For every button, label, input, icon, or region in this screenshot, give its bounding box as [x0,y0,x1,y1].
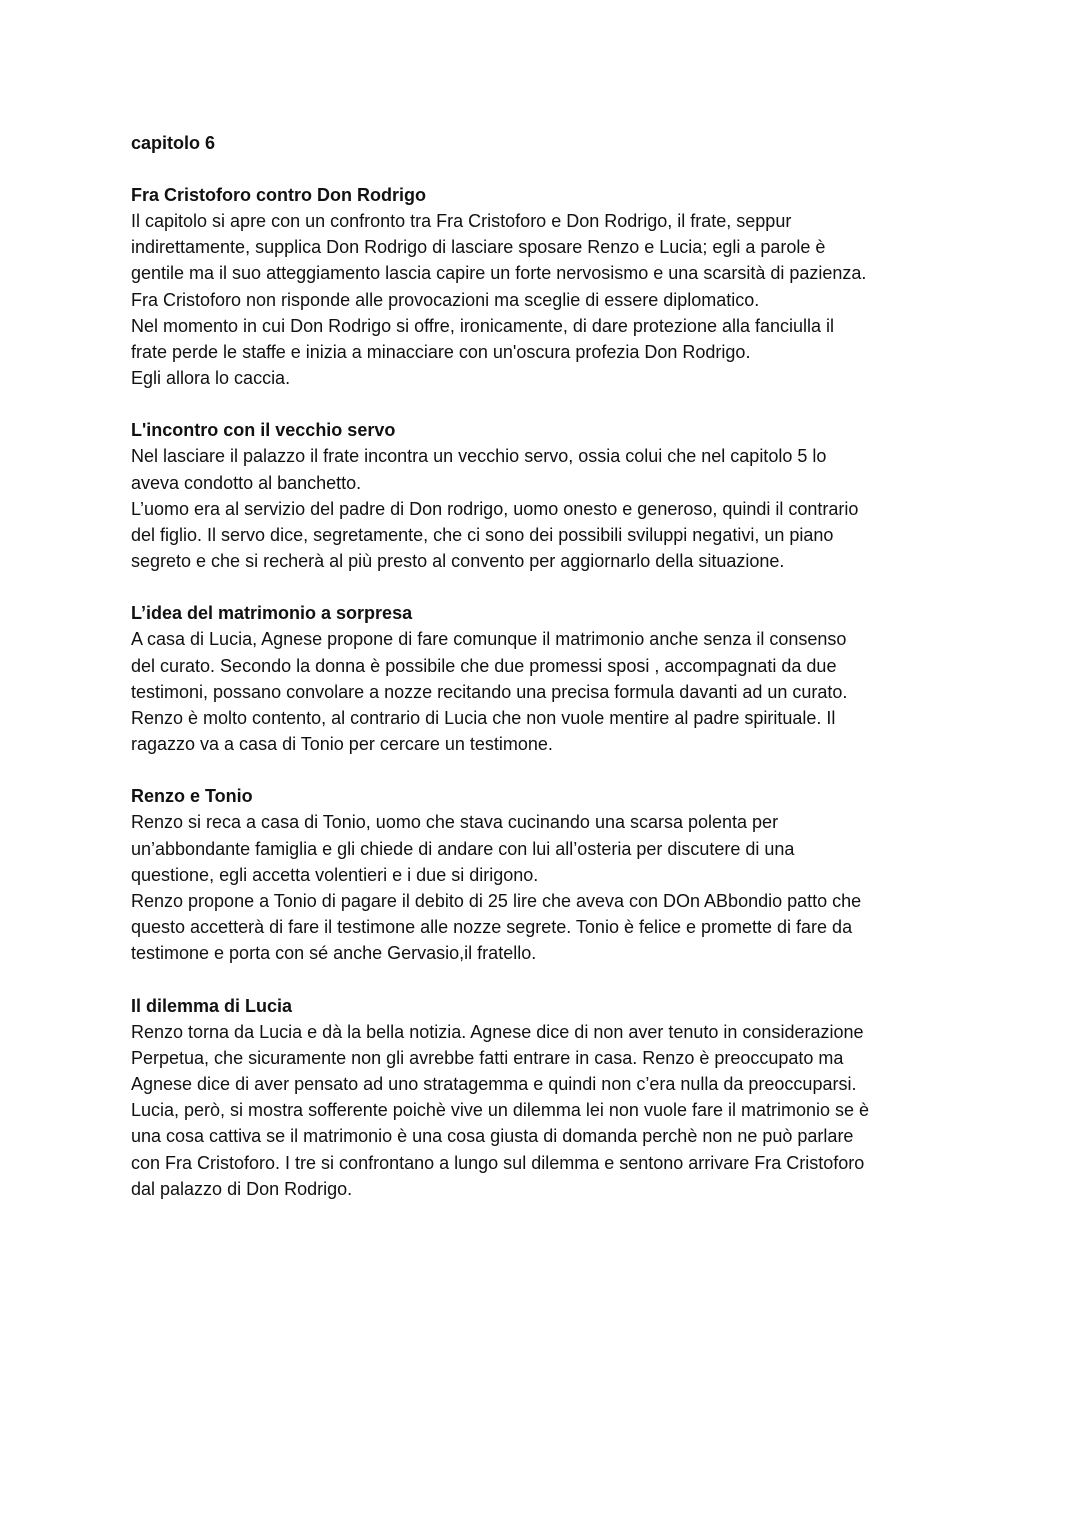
paragraph-line: con Fra Cristoforo. I tre si confrontano a lungo sul dilemma e sentono arrivare Fra Cristoforo [131,1152,865,1173]
paragraph-line: Nel lasciare il palazzo il frate incontra un vecchio servo, ossia colui che nel capitolo 5 lo [131,446,827,467]
paragraph-line: dal palazzo di Don Rodrigo. [131,1178,353,1199]
paragraph-line: indirettamente, supplica Don Rodrigo di lasciare sposare Renzo e Lucia; egli a parole è [131,237,826,258]
paragraph-line: gentile ma il suo atteggiamento lascia capire un forte nervosismo e una scarsità di pazienza. [131,263,867,284]
paragraph-line: un’abbondante famiglia e gli chiede di andare con lui all’osteria per discutere di una [131,838,795,859]
paragraph-line: una cosa cattiva se il matrimonio è una cosa giusta di domanda perchè non ne può parlare [131,1126,854,1147]
section-heading: Fra Cristoforo contro Don Rodrigo [131,185,426,205]
paragraph-line: L’uomo era al servizio del padre di Don rodrigo, uomo onesto e generoso, quindi il contrario [131,498,859,519]
paragraph-line: Fra Cristoforo non risponde alle provocazioni ma sceglie di essere diplomatico. [131,289,760,310]
section-dilemma-lucia [131,993,961,1202]
paragraph-line: Renzo è molto contento, al contrario di Lucia che non vuole mentire al padre spirituale. Il [131,708,836,729]
paragraph-line: Renzo propone a Tonio di pagare il debito di 25 lire che aveva con DOn ABbondio patto che [131,891,862,912]
section-renzo-tonio [131,783,961,966]
section-heading: L’idea del matrimonio a sorpresa [131,603,413,624]
paragraph-line: Renzo si reca a casa di Tonio, uomo che stava cucinando una scarsa polenta per [131,812,779,833]
section-heading: L'incontro con il vecchio servo [131,420,396,441]
section-heading: Il dilemma di Lucia [131,995,293,1016]
document-page [131,130,961,1228]
paragraph-line: Egli allora lo caccia. [131,368,291,389]
paragraph-line: questo accetterà di fare il testimone alle nozze segrete. Tonio è felice e promette di fare da [131,917,853,938]
paragraph-line: Perpetua, che sicuramente non gli avrebbe fatti entrare in casa. Renzo è preoccupato ma [131,1047,844,1068]
paragraph-line: ragazzo va a casa di Tonio per cercare un testimone. [131,734,553,755]
paragraph-line: A casa di Lucia, Agnese propone di fare comunque il matrimonio anche senza il consenso [131,629,847,650]
paragraph-line: questione, egli accetta volentieri e i due si dirigono. [131,864,539,885]
paragraph-line: frate perde le staffe e inizia a minacciare con un'oscura profezia Don Rodrigo. [131,342,751,363]
paragraph-line: testimoni, possano convolare a nozze recitando una precisa formula davanti ad un curato. [131,681,848,702]
paragraph-line: Renzo torna da Lucia e dà la bella notizia. Agnese dice di non aver tenuto in considerazione [131,1021,864,1042]
section-vecchio-servo [131,417,961,574]
paragraph-line: Agnese dice di aver pensato ad uno stratagemma e quindi non c’era nulla da preoccuparsi. [131,1074,857,1095]
section-heading: Renzo e Tonio [131,786,253,807]
paragraph-line: Il capitolo si apre con un confronto tra Fra Cristoforo e Don Rodrigo, il frate, seppur [131,211,792,231]
paragraph-line: aveva condotto al banchetto. [131,472,362,493]
paragraph-line: segreto e che si recherà al più presto al convento per aggiornarlo della situazione. [131,551,785,572]
paragraph-line: del curato. Secondo la donna è possibile che due promessi sposi , accompagnati da due [131,655,837,676]
section-matrimonio-sorpresa [131,600,961,757]
paragraph-line: del figlio. Il servo dice, segretamente, che ci sono dei possibili sviluppi negativi, un piano [131,525,834,546]
paragraph-line: testimone e porta con sé anche Gervasio,il fratello. [131,943,537,964]
section-fra-cristoforo [131,182,961,391]
paragraph-line: Nel momento in cui Don Rodrigo si offre, ironicamente, di dare protezione alla fanciulla il [131,315,835,336]
paragraph-line: Lucia, però, si mostra sofferente poichè vive un dilemma lei non vuole fare il matrimonio se è [131,1100,870,1121]
document-title: capitolo 6 [131,133,216,153]
